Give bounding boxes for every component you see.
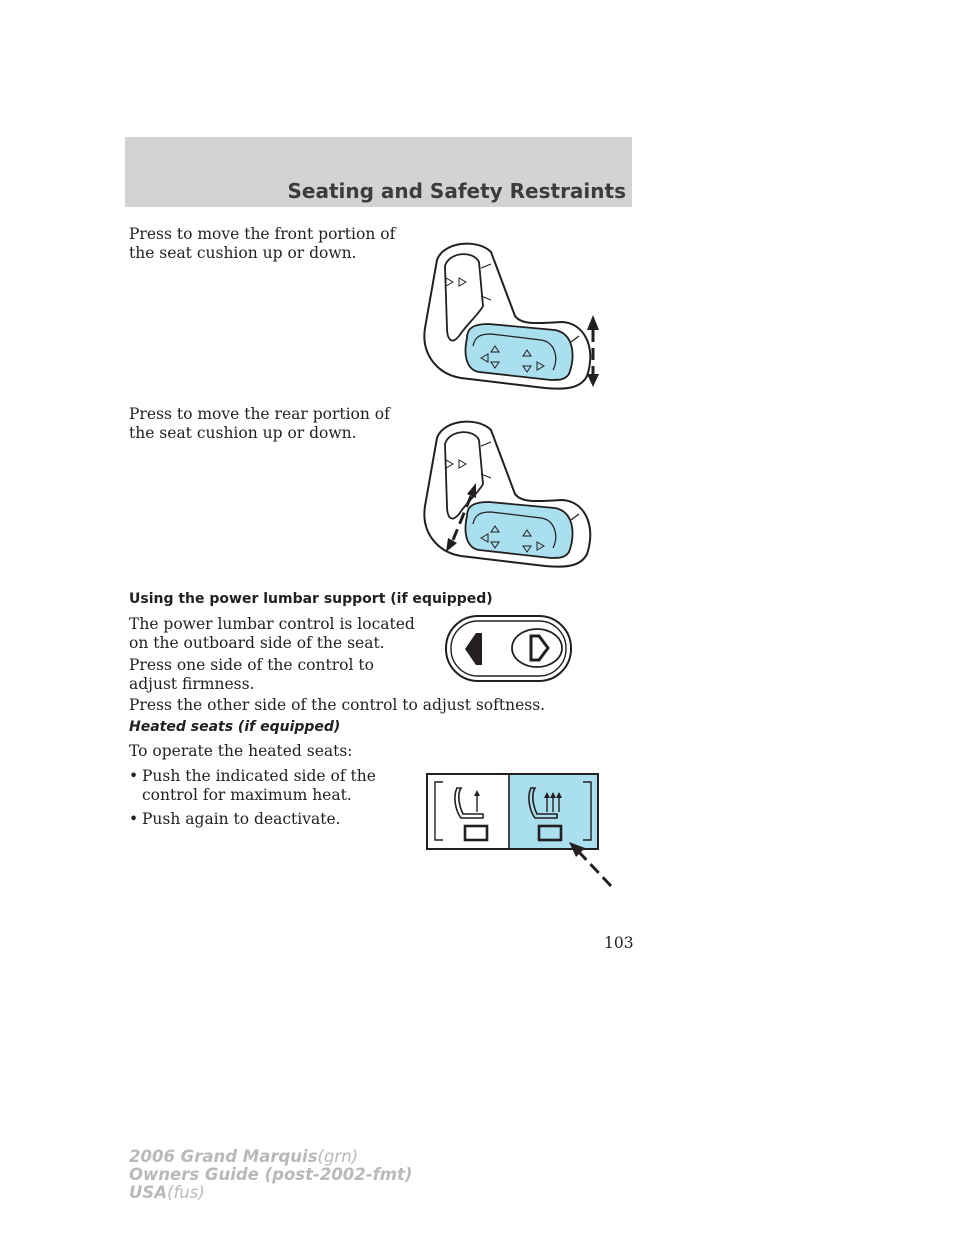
lumbar-control-icon (445, 615, 572, 682)
heated-intro-text: To operate the heated seats: (129, 742, 353, 760)
lumbar-firmness-line-2: adjust firmness. (129, 675, 255, 693)
lumbar-location-line-1: The power lumbar control is located (129, 615, 415, 633)
rear-cushion-line-1: Press to move the rear portion of (129, 405, 390, 423)
bullet-1-line-2: control for maximum heat. (142, 786, 352, 804)
section-header-band (125, 137, 632, 207)
footer-line-2: Owners Guide (post-2002-fmt) (129, 1165, 413, 1184)
heated-heading: Heated seats (if equipped) (129, 719, 341, 735)
footer-line-3 (129, 1184, 412, 1202)
footer-market: USA (129, 1183, 168, 1202)
front-cushion-line-2: the seat cushion up or down. (129, 244, 357, 262)
footer-model: 2006 Grand Marquis (129, 1147, 318, 1166)
front-cushion-line-1: Press to move the front portion of (129, 225, 396, 243)
lumbar-location-line-2: on the outboard side of the seat. (129, 634, 385, 652)
section-title: Seating and Safety Restraints (287, 179, 626, 203)
page-number: 103 (604, 934, 634, 952)
lumbar-location-text (129, 615, 415, 653)
lumbar-softness-text: Press the other side of the control to adjust softness. (129, 696, 546, 714)
lumbar-firmness-line-1: Press one side of the control to (129, 656, 374, 674)
rear-cushion-line-2: the seat cushion up or down. (129, 424, 357, 442)
bullet-1-line-1: Push the indicated side of the (142, 767, 376, 785)
lumbar-firmness-text (129, 656, 374, 694)
bullet-2-line-1: Push again to deactivate. (142, 810, 341, 828)
bullet-marker: • (129, 810, 139, 828)
footer-market-code: (fus) (167, 1183, 205, 1202)
bullet-marker: • (129, 767, 139, 785)
rear-cushion-text (129, 405, 390, 443)
footer-model-code: (grn) (317, 1147, 359, 1166)
seat-control-front-cushion-icon (415, 238, 615, 393)
document-footer (129, 1148, 412, 1202)
front-cushion-text (129, 225, 395, 263)
seat-control-rear-cushion-icon (415, 416, 615, 574)
lumbar-heading: Using the power lumbar support (if equipped) (129, 591, 493, 607)
footer-line-1 (129, 1148, 412, 1166)
heated-seat-control-icon (425, 772, 617, 892)
